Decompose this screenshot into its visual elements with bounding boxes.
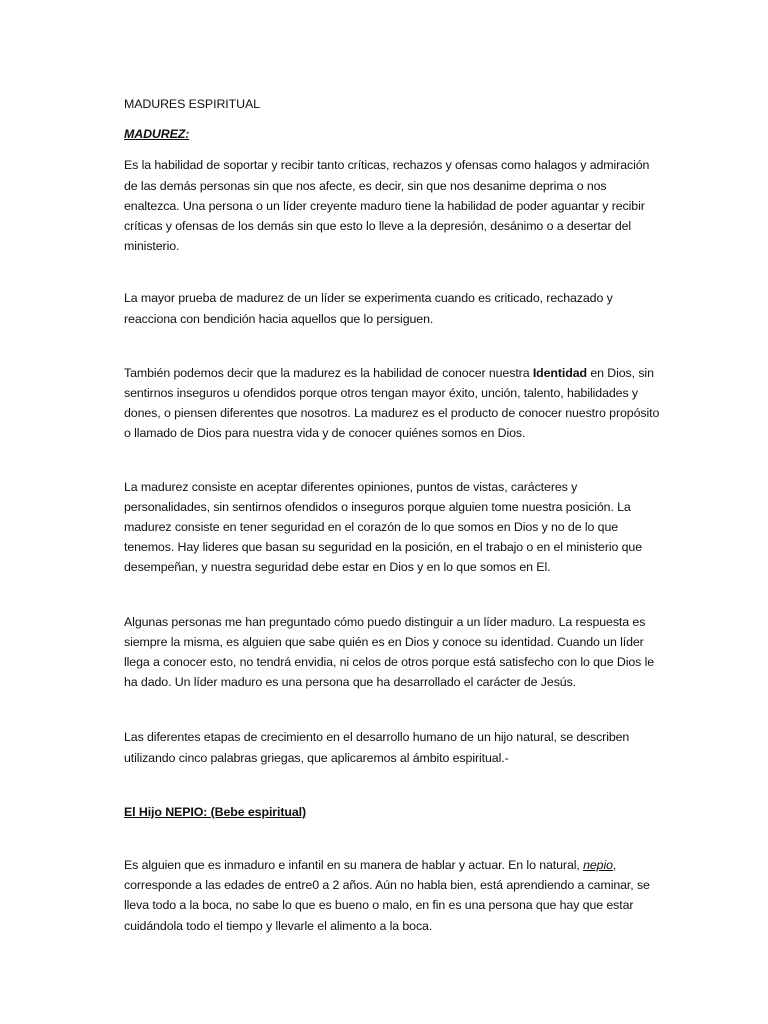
nepio-term: nepio bbox=[583, 858, 613, 873]
document-page bbox=[124, 94, 664, 936]
paragraph-nepio bbox=[124, 855, 664, 936]
paragraph-identidad bbox=[124, 363, 664, 444]
paragraph-etapas-crecimiento: Las diferentes etapas de crecimiento en el desarrollo humano de un hijo natural, se describen utilizando cinco palabras griegas, que aplicaremos al ámbito espiritual.- bbox=[124, 730, 630, 765]
paragraph-lider-maduro: Algunas personas me han preguntado cómo puedo distinguir a un líder maduro. La respuesta es siempre la misma, es alguien que sabe quién es en Dios y conoce su identidad. Cuando un líder llega a conocer esto, no tendrá envidia, ni celos de otros porque está satisfecho con lo que Dios le ha dado. Un líder maduro es una persona que ha desarrollado el carácter de Jesús. bbox=[124, 614, 655, 690]
subheading-hijo-nepio: El Hijo NEPIO: (Bebe espiritual) bbox=[124, 804, 307, 819]
paragraph-identidad-part-2: en Dios, sin sentirnos inseguros u ofendidos porque otros tengan mayor éxito, unción, talento, habilidades y dones, o piensen diferentes que nosotros. La madurez es el producto de conocer nuestro propósito o llamado de Dios para nuestra vida y de conocer quiénes somos en Dios. bbox=[124, 365, 660, 441]
paragraph-nepio-part-1: Es alguien que es inmaduro e infantil en su manera de hablar y actuar. En lo natural, bbox=[124, 858, 584, 873]
section-heading-madurez: MADUREZ: bbox=[124, 127, 190, 142]
paragraph-identidad-part-1: También podemos decir que la madurez es la habilidad de conocer nuestra bbox=[124, 365, 533, 380]
paragraph-mayor-prueba: La mayor prueba de madurez de un líder se experimenta cuando es criticado, rechazado y reacciona con bendición hacia aquellos que lo persiguen. bbox=[124, 291, 613, 326]
paragraph-nepio-part-2: , corresponde a las edades de entre0 a 2 años. Aún no habla bien, está aprendiendo a caminar, se lleva todo a la boca, no sabe lo que es bueno o malo, en fin es una persona que hay que estar cuidándola todo el tiempo y llevarle el alimento a la boca. bbox=[124, 858, 650, 933]
paragraph-definition: Es la habilidad de soportar y recibir tanto críticas, rechazos y ofensas como halagos y admiración de las demás personas sin que nos afecte, es decir, sin que nos desanime deprima o nos enaltezca. Una persona o un líder creyente maduro tiene la habilidad de poder aguantar y recibir críticas y ofensas de los demás sin que esto lo lleve a la depresión, desánimo o a desertar del ministerio. bbox=[124, 158, 650, 254]
paragraph-aceptar-opiniones: La madurez consiste en aceptar diferentes opiniones, puntos de vistas, carácteres y personalidades, sin sentirnos ofendidos o inseguros porque alguien tome nuestra posición. La madurez consiste en tener seguridad en el corazón de lo que somos en Dios y no de lo que tenemos. Hay lideres que basan su seguridad en la posición, en el trabajo o en el ministerio que desempeñan, y nuestra seguridad debe estar en Dios y en lo que somos en El. bbox=[124, 479, 643, 575]
document-title: MADURES ESPIRITUAL bbox=[124, 97, 260, 111]
identidad-bold-word: Identidad bbox=[532, 365, 587, 380]
